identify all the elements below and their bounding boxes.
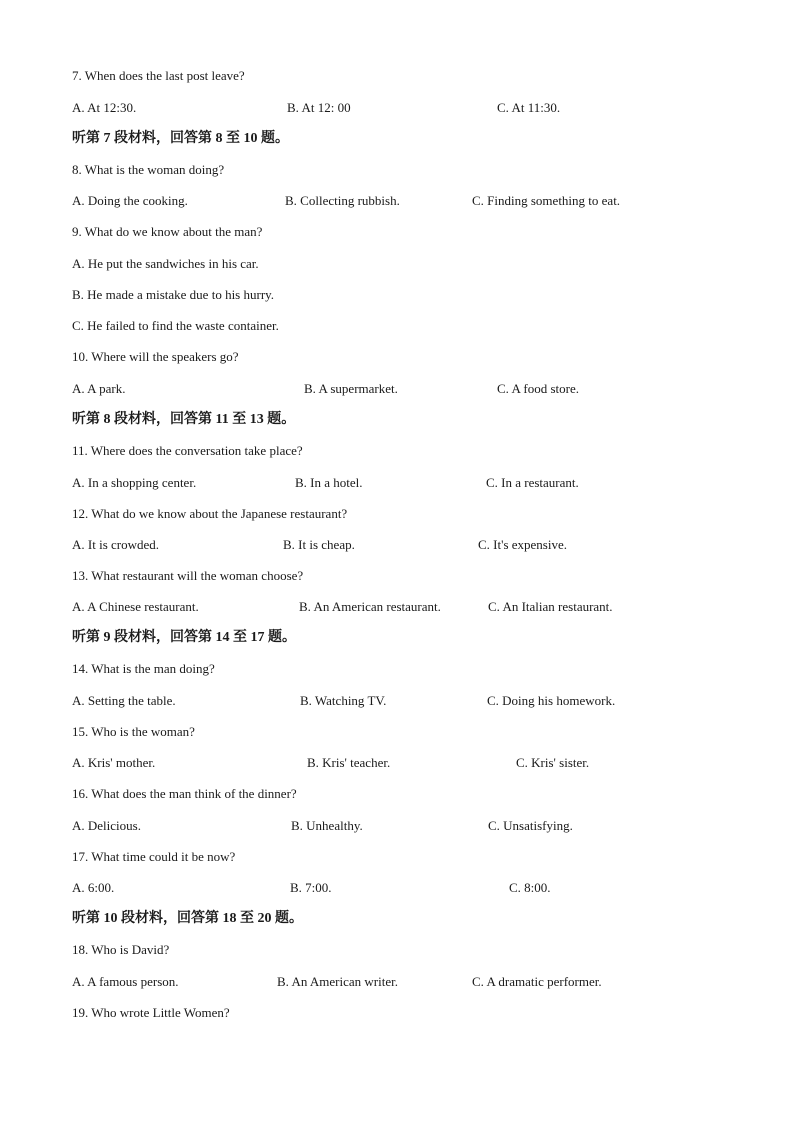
q14-option-c: C. Doing his homework.: [487, 693, 616, 708]
q12-question: 12. What do we know about the Japanese restaurant?: [72, 506, 348, 521]
q7-question: 7. When does the last post leave?: [72, 68, 245, 83]
q8-option-a: A. Doing the cooking.: [72, 193, 188, 208]
q17-option-b: B. 7:00.: [290, 880, 332, 895]
q8-option-c: C. Finding something to eat.: [472, 193, 621, 208]
q11-question: 11. Where does the conversation take place?: [72, 443, 303, 458]
q16-option-a: A. Delicious.: [72, 818, 141, 833]
section-heading-10: 听第 10 段材料，回答第 18 至 20 题。: [72, 911, 303, 926]
q17-option-c: C. 8:00.: [509, 880, 551, 895]
q9-question: 9. What do we know about the man?: [72, 224, 263, 239]
q14-option-b: B. Watching TV.: [300, 693, 387, 708]
q8-option-b: B. Collecting rubbish.: [285, 193, 400, 208]
q9-option-b: B. He made a mistake due to his hurry.: [72, 287, 275, 302]
q9-option-a: A. He put the sandwiches in his car.: [72, 256, 259, 271]
q11-option-c: C. In a restaurant.: [486, 475, 579, 490]
q16-option-b: B. Unhealthy.: [291, 818, 363, 833]
q11-option-a: A. In a shopping center.: [72, 475, 197, 490]
q11-option-b: B. In a hotel.: [295, 475, 363, 490]
q13-option-c: C. An Italian restaurant.: [488, 599, 613, 614]
q12-option-c: C. It's expensive.: [478, 537, 567, 552]
q18-option-a: A. A famous person.: [72, 974, 179, 989]
section-heading-8: 听第 8 段材料，回答第 11 至 13 题。: [72, 412, 296, 427]
q15-option-c: C. Kris' sister.: [516, 755, 590, 770]
q9-option-c: C. He failed to find the waste container.: [72, 318, 279, 333]
q14-question: 14. What is the man doing?: [72, 661, 215, 676]
q7-option-a: A. At 12:30.: [72, 100, 137, 115]
q19-question: 19. Who wrote Little Women?: [72, 1005, 230, 1020]
q14-option-a: A. Setting the table.: [72, 693, 176, 708]
q18-option-b: B. An American writer.: [277, 974, 398, 989]
q13-option-a: A. A Chinese restaurant.: [72, 599, 199, 614]
q10-question: 10. Where will the speakers go?: [72, 349, 239, 364]
q15-question: 15. Who is the woman?: [72, 724, 195, 739]
q12-option-a: A. It is crowded.: [72, 537, 160, 552]
q15-option-a: A. Kris' mother.: [72, 755, 156, 770]
section-heading-7: 听第 7 段材料，回答第 8 至 10 题。: [72, 131, 289, 146]
q7-option-c: C. At 11:30.: [497, 100, 561, 115]
q18-option-c: C. A dramatic performer.: [472, 974, 602, 989]
q12-option-b: B. It is cheap.: [283, 537, 355, 552]
q16-question: 16. What does the man think of the dinner?: [72, 786, 297, 801]
q10-option-b: B. A supermarket.: [304, 381, 398, 396]
section-heading-9: 听第 9 段材料，回答第 14 至 17 题。: [72, 630, 296, 645]
q17-question: 17. What time could it be now?: [72, 849, 236, 864]
q16-option-c: C. Unsatisfying.: [488, 818, 573, 833]
q10-option-c: C. A food store.: [497, 381, 579, 396]
q15-option-b: B. Kris' teacher.: [307, 755, 391, 770]
q17-option-a: A. 6:00.: [72, 880, 115, 895]
q13-option-b: B. An American restaurant.: [299, 599, 441, 614]
q18-question: 18. Who is David?: [72, 942, 170, 957]
q13-question: 13. What restaurant will the woman choose?: [72, 568, 304, 583]
q8-question: 8. What is the woman doing?: [72, 162, 225, 177]
q10-option-a: A. A park.: [72, 381, 126, 396]
q7-option-b: B. At 12: 00: [287, 100, 351, 115]
